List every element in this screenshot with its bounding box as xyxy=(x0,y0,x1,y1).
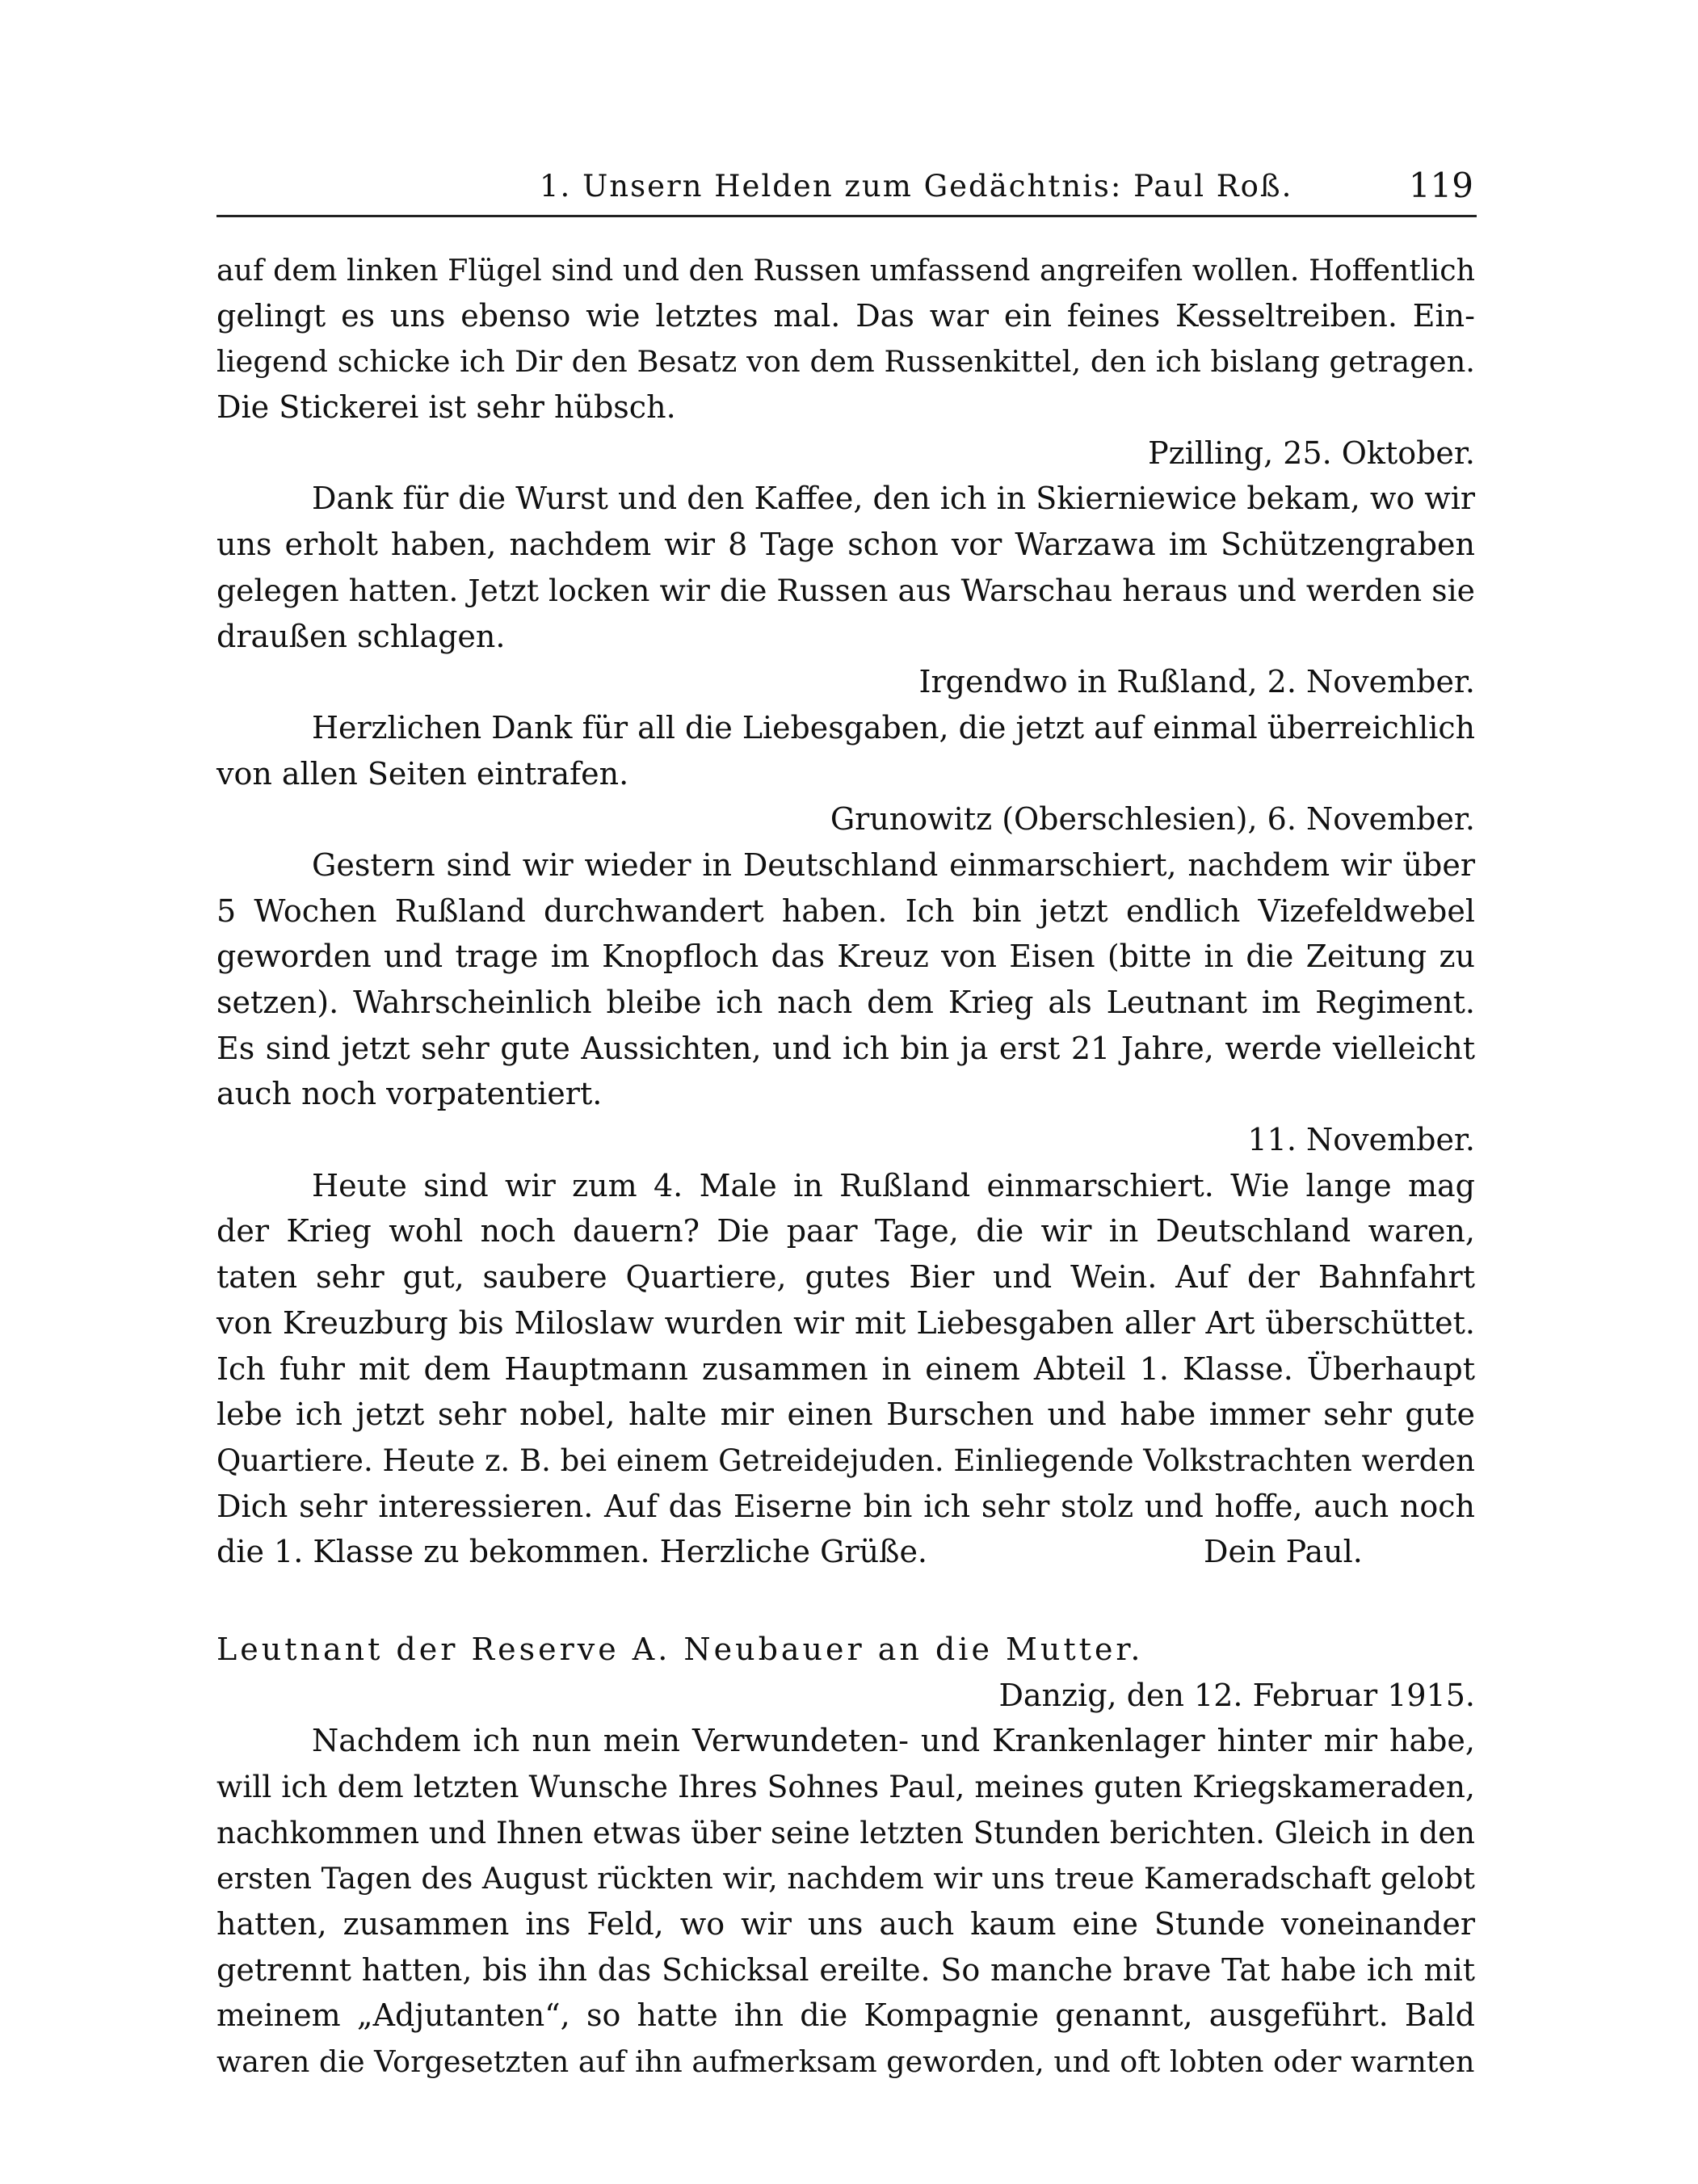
text-line xyxy=(216,934,1475,980)
text-line xyxy=(216,980,1475,1026)
line-text: ersten Tagen des August rückten wir, nachdem wir uns treue Kameradschaft gelobt xyxy=(216,1861,1475,1896)
paragraph-first-line xyxy=(216,705,1475,751)
dateline xyxy=(216,659,1475,705)
line-text: draußen schlagen. xyxy=(216,618,506,654)
line-text: 11. November. xyxy=(1247,1122,1475,1158)
line-text: Quartiere. Heute z. B. bei einem Getreidejuden. Einliegende Volkstrachten werden xyxy=(216,1443,1475,1478)
text-line xyxy=(216,338,1475,384)
text-line xyxy=(216,1254,1475,1300)
text-line xyxy=(216,247,1475,293)
line-text: Heute sind wir zum 4. Male in Rußland einmarschiert. Wie lange mag xyxy=(312,1167,1475,1203)
text-line xyxy=(216,1071,1475,1117)
line-text: Gestern sind wir wieder in Deutschland einmarschiert, nachdem wir über xyxy=(312,846,1475,883)
text-line xyxy=(216,1764,1475,1810)
line-text: 5 Wochen Rußland durchwandert haben. Ich bin jetzt endlich Vizefeldwebel xyxy=(216,892,1475,929)
line-text: Nachdem ich nun mein Verwundeten- und Krankenlager hinter mir habe, xyxy=(312,1723,1475,1759)
header-rule xyxy=(216,215,1477,217)
text-line xyxy=(216,751,1475,797)
line-text: hatten, zusammen ins Feld, wo wir uns auch kaum eine Stunde voneinander xyxy=(216,1906,1475,1942)
text-line xyxy=(216,1208,1475,1254)
text-line xyxy=(216,1300,1475,1346)
running-title: 1. Unsern Helden zum Gedächtnis: Paul Roß. xyxy=(540,169,1293,204)
letter-heading xyxy=(216,1627,1475,1673)
dateline xyxy=(216,1673,1475,1719)
line-text: uns erholt haben, nachdem wir 8 Tage schon vor Warzawa im Schützengraben xyxy=(216,527,1475,563)
signature: Dein Paul. xyxy=(1204,1534,1363,1570)
text-line xyxy=(216,522,1475,568)
line-text: Leutnant der Reserve A. Neubauer an die Mutter. xyxy=(216,1631,1144,1667)
line-text: auf dem linken Flügel sind und den Russen umfassend angreifen wollen. Hoffentlich xyxy=(216,253,1475,288)
text-line xyxy=(216,1993,1475,2039)
line-text: Grunowitz (Oberschlesien), 6. November. xyxy=(830,801,1475,838)
text-line xyxy=(216,1438,1475,1484)
paragraph-first-line xyxy=(216,1163,1475,1209)
line-text: setzen). Wahrscheinlich bleibe ich nach dem Krieg als Leutnant im Regiment. xyxy=(216,985,1475,1020)
text-line xyxy=(216,1947,1475,1993)
text-line xyxy=(216,1810,1475,1856)
line-text: der Krieg wohl noch dauern? Die paar Tage, die wir in Deutschland waren, xyxy=(216,1213,1475,1250)
line-text: nachkommen und Ihnen etwas über seine letzten Stunden berichten. Gleich in den xyxy=(216,1815,1475,1850)
line-text: Herzlichen Dank für all die Liebesgaben, die jetzt auf einmal überreichlich xyxy=(312,709,1475,746)
text-line xyxy=(216,384,1475,430)
paragraph-first-line xyxy=(216,476,1475,522)
line-text: getrennt hatten, bis ihn das Schicksal ereilte. So manche brave Tat habe ich mit xyxy=(216,1951,1475,1988)
line-text: Danzig, den 12. Februar 1915. xyxy=(998,1677,1475,1713)
line-text: von Kreuzburg bis Miloslaw wurden wir mit Liebesgaben aller Art überschüttet. xyxy=(216,1304,1475,1341)
line-text: gelegen hatten. Jetzt locken wir die Russen aus Warschau heraus und werden sie xyxy=(216,572,1475,608)
line-text: Es sind jetzt sehr gute Aussichten, und ich bin ja erst 21 Jahre, werde vielleicht xyxy=(216,1030,1475,1066)
dateline xyxy=(216,430,1475,477)
text-line xyxy=(216,1392,1475,1438)
dateline xyxy=(216,1117,1475,1163)
line-text: Pzilling, 25. Oktober. xyxy=(1148,435,1475,471)
paragraph-first-line xyxy=(216,1718,1475,1764)
line-text: gelingt es uns ebenso wie letztes mal. Das war ein feines Kesseltreiben. Ein- xyxy=(216,297,1475,334)
text-line xyxy=(216,1529,1475,1575)
line-text: will ich dem letzten Wunsche Ihres Sohnes Paul, meines guten Kriegskameraden, xyxy=(216,1769,1475,1804)
line-text: meinem „Adjutanten“, so hatte ihn die Kompagnie genannt, ausgeführt. Bald xyxy=(216,1997,1475,2034)
text-line xyxy=(216,1855,1475,1901)
line-text: Ich fuhr mit dem Hauptmann zusammen in einem Abteil 1. Klasse. Überhaupt xyxy=(216,1350,1475,1387)
text-line xyxy=(216,888,1475,934)
page-body xyxy=(216,247,1475,2085)
line-text: auch noch vorpatentiert. xyxy=(216,1076,603,1112)
line-text: waren die Vorgesetzten auf ihn aufmerksam geworden, und oft lobten oder warnten xyxy=(216,2044,1475,2080)
line-text: Die Stickerei ist sehr hübsch. xyxy=(216,389,676,426)
text-line xyxy=(216,614,1475,660)
text-line xyxy=(216,1901,1475,1947)
line-text: lebe ich jetzt sehr nobel, halte mir einen Burschen und habe immer sehr gute xyxy=(216,1396,1475,1433)
line-text: die 1. Klasse zu bekommen. Herzliche Grüße. xyxy=(216,1534,928,1570)
line-text: von allen Seiten eintrafen. xyxy=(216,755,629,792)
page-number: 119 xyxy=(1408,166,1473,205)
line-text: Irgendwo in Rußland, 2. November. xyxy=(918,664,1475,700)
dateline xyxy=(216,796,1475,842)
line-text: Dank für die Wurst und den Kaffee, den ich in Skierniewice bekam, wo wir xyxy=(312,481,1475,517)
line-text: Dich sehr interessieren. Auf das Eiserne bin ich sehr stolz und hoffe, auch noch xyxy=(216,1488,1475,1524)
text-line xyxy=(216,2039,1475,2085)
text-line xyxy=(216,293,1475,339)
line-text: liegend schicke ich Dir den Besatz von dem Russenkittel, den ich bislang getragen. xyxy=(216,344,1475,380)
text-line xyxy=(216,1026,1475,1072)
text-line xyxy=(216,1484,1475,1530)
line-text: geworden und trage im Knopfloch das Kreuz von Eisen (bitte in die Zeitung zu xyxy=(216,939,1475,975)
text-line xyxy=(216,568,1475,614)
running-head xyxy=(216,166,1477,214)
text-line xyxy=(216,1346,1475,1392)
line-text: taten sehr gut, saubere Quartiere, gutes Bier und Wein. Auf der Bahnfahrt xyxy=(216,1259,1475,1296)
paragraph-first-line xyxy=(216,842,1475,888)
